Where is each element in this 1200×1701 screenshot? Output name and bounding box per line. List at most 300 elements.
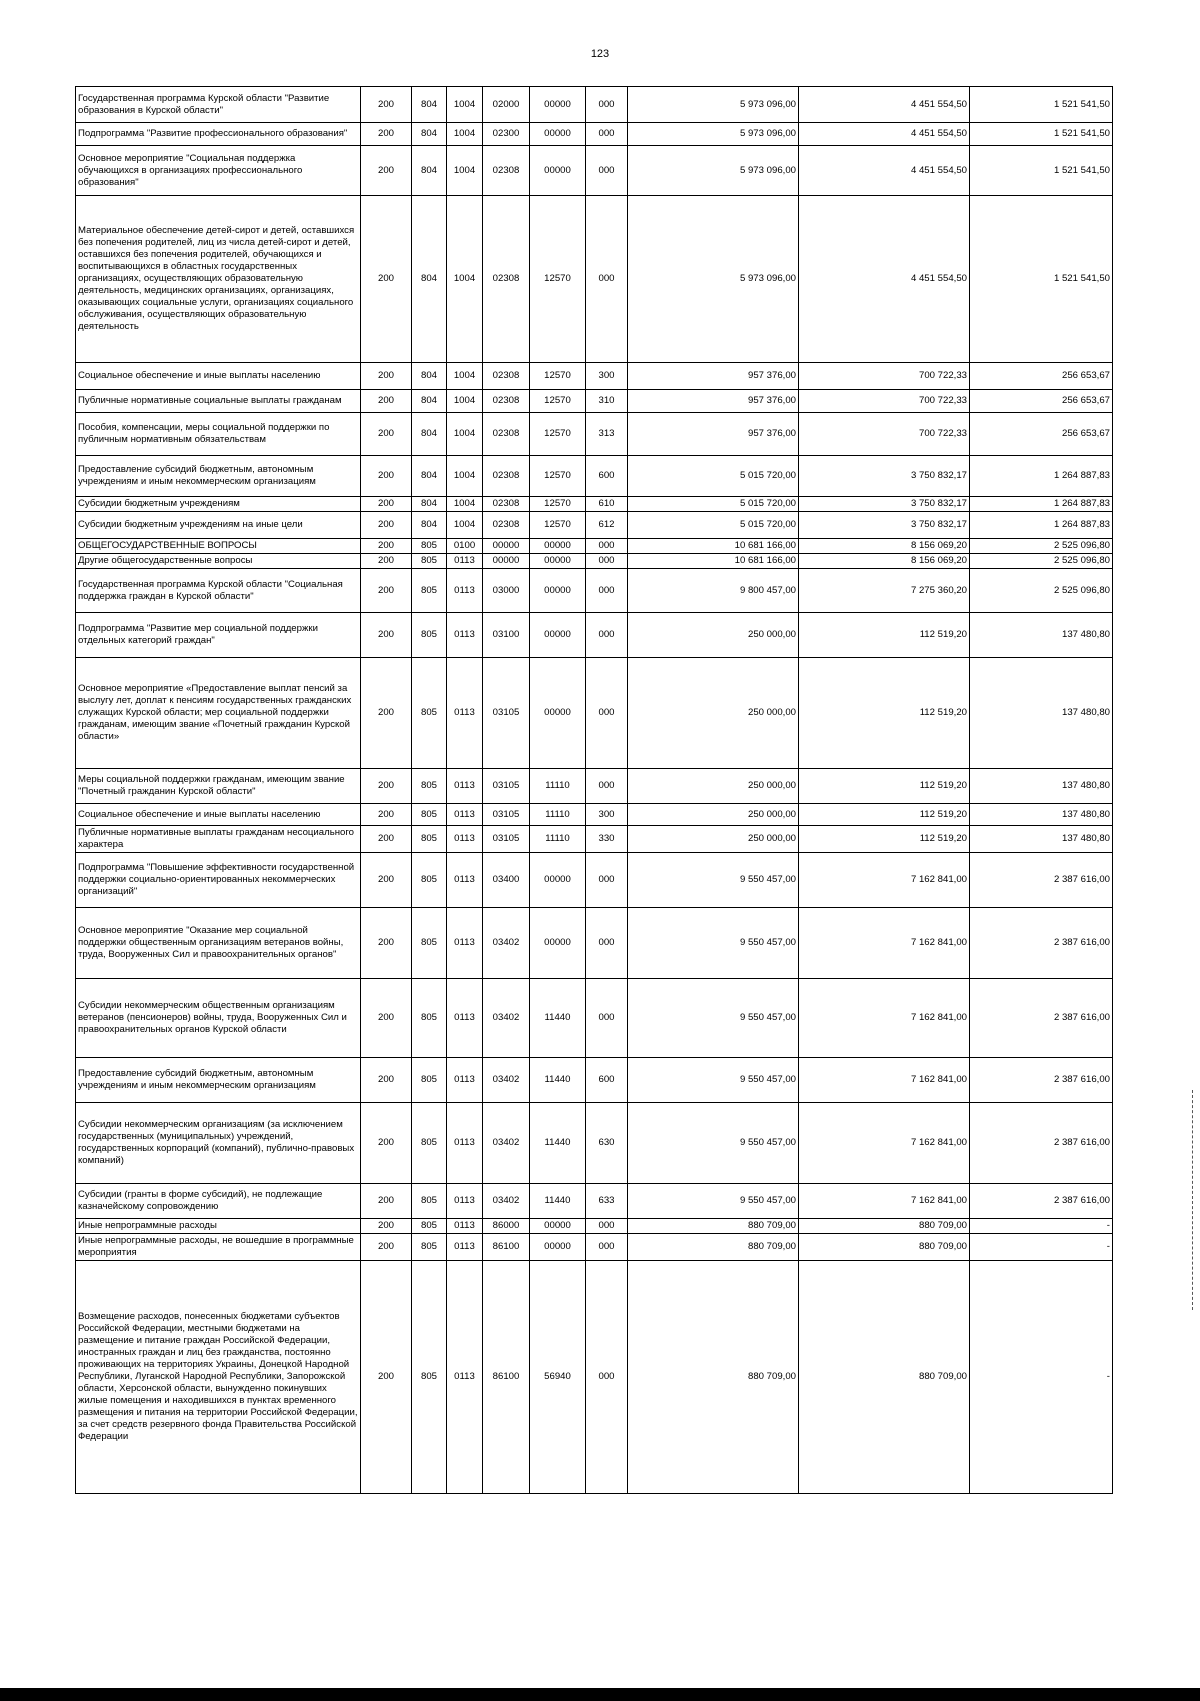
amount-executed: 112 519,20	[799, 826, 970, 853]
row-name: Иные непрограммные расходы	[76, 1219, 361, 1234]
amount-executed: 3 750 832,17	[799, 512, 970, 539]
col-code-6: 000	[586, 569, 628, 613]
col-code-4: 03105	[483, 769, 530, 804]
amount-remaining: 137 480,80	[970, 804, 1113, 826]
amount-executed: 4 451 554,50	[799, 123, 970, 146]
col-code-5: 00000	[530, 1234, 586, 1261]
col-code-6: 000	[586, 196, 628, 363]
table-row	[76, 146, 1113, 196]
col-code-5: 11440	[530, 1184, 586, 1219]
col-code-4: 00000	[483, 554, 530, 569]
col-code-4: 03105	[483, 804, 530, 826]
col-code-4: 03402	[483, 1058, 530, 1103]
amount-remaining: 137 480,80	[970, 826, 1113, 853]
amount-plan: 10 681 166,00	[628, 554, 799, 569]
col-code-5: 00000	[530, 569, 586, 613]
col-code-1: 200	[361, 804, 412, 826]
table-row	[76, 512, 1113, 539]
col-code-6: 000	[586, 853, 628, 908]
col-code-6: 600	[586, 456, 628, 497]
table-row	[76, 390, 1113, 413]
col-code-5: 12570	[530, 456, 586, 497]
amount-remaining: 1 521 541,50	[970, 196, 1113, 363]
col-code-3: 1004	[447, 196, 483, 363]
col-code-3: 0113	[447, 658, 483, 769]
col-code-3: 0113	[447, 554, 483, 569]
amount-plan: 880 709,00	[628, 1234, 799, 1261]
col-code-3: 1004	[447, 146, 483, 196]
row-name: Материальное обеспечение детей-сирот и детей, оставшихся без попечения родителей, лиц из числа детей-сирот и детей, оставшихся без попечения родителей, обучающихся и воспитывающихся в областных государственных организациях, осуществляющих образовательную деятельность, медицинских организациях, организациях, оказывающих социальные услуги, организациях социального обслуживания, осуществляющих образовательную деятельность	[76, 196, 361, 363]
amount-plan: 9 550 457,00	[628, 1184, 799, 1219]
col-code-4: 02308	[483, 512, 530, 539]
col-code-6: 000	[586, 613, 628, 658]
col-code-3: 1004	[447, 87, 483, 123]
scan-edge-mark	[1192, 1090, 1196, 1310]
amount-plan: 250 000,00	[628, 826, 799, 853]
col-code-3: 1004	[447, 123, 483, 146]
col-code-1: 200	[361, 123, 412, 146]
col-code-3: 0113	[447, 826, 483, 853]
row-name: Пособия, компенсации, меры социальной поддержки по публичным нормативным обязательствам	[76, 413, 361, 456]
amount-executed: 700 722,33	[799, 363, 970, 390]
amount-executed: 7 162 841,00	[799, 908, 970, 979]
amount-executed: 4 451 554,50	[799, 87, 970, 123]
col-code-1: 200	[361, 539, 412, 554]
col-code-5: 00000	[530, 908, 586, 979]
col-code-4: 03100	[483, 613, 530, 658]
col-code-4: 02308	[483, 363, 530, 390]
col-code-6: 310	[586, 390, 628, 413]
amount-remaining: 1 264 887,83	[970, 456, 1113, 497]
col-code-2: 805	[412, 1234, 447, 1261]
col-code-5: 00000	[530, 658, 586, 769]
col-code-4: 02308	[483, 456, 530, 497]
amount-plan: 9 550 457,00	[628, 1103, 799, 1184]
col-code-4: 02308	[483, 196, 530, 363]
amount-remaining: 2 387 616,00	[970, 979, 1113, 1058]
amount-plan: 250 000,00	[628, 804, 799, 826]
amount-executed: 7 162 841,00	[799, 1058, 970, 1103]
col-code-1: 200	[361, 569, 412, 613]
col-code-5: 11110	[530, 826, 586, 853]
amount-executed: 7 162 841,00	[799, 853, 970, 908]
table-row	[76, 363, 1113, 390]
col-code-1: 200	[361, 1058, 412, 1103]
row-name: Другие общегосударственные вопросы	[76, 554, 361, 569]
col-code-3: 0113	[447, 1234, 483, 1261]
amount-remaining: 137 480,80	[970, 658, 1113, 769]
amount-remaining: 2 387 616,00	[970, 1103, 1113, 1184]
amount-plan: 5 973 096,00	[628, 123, 799, 146]
amount-executed: 3 750 832,17	[799, 497, 970, 512]
col-code-2: 805	[412, 613, 447, 658]
row-name: Подпрограмма "Развитие профессионального образования"	[76, 123, 361, 146]
col-code-3: 1004	[447, 512, 483, 539]
col-code-6: 000	[586, 554, 628, 569]
row-name: Субсидии бюджетным учреждениям	[76, 497, 361, 512]
col-code-4: 02308	[483, 497, 530, 512]
amount-executed: 3 750 832,17	[799, 456, 970, 497]
col-code-2: 805	[412, 539, 447, 554]
col-code-6: 330	[586, 826, 628, 853]
scan-bottom-bar	[0, 1688, 1200, 1701]
amount-remaining: 2 525 096,80	[970, 554, 1113, 569]
table-row	[76, 826, 1113, 853]
table-row	[76, 196, 1113, 363]
row-name: Меры социальной поддержки гражданам, имеющим звание "Почетный гражданин Курской области"	[76, 769, 361, 804]
col-code-4: 86000	[483, 1219, 530, 1234]
col-code-2: 805	[412, 658, 447, 769]
amount-remaining: 1 264 887,83	[970, 497, 1113, 512]
table-row	[76, 1103, 1113, 1184]
col-code-4: 86100	[483, 1234, 530, 1261]
col-code-4: 02000	[483, 87, 530, 123]
col-code-1: 200	[361, 658, 412, 769]
col-code-3: 0113	[447, 853, 483, 908]
col-code-5: 00000	[530, 539, 586, 554]
col-code-5: 12570	[530, 413, 586, 456]
amount-executed: 112 519,20	[799, 658, 970, 769]
col-code-1: 200	[361, 613, 412, 658]
col-code-5: 00000	[530, 853, 586, 908]
amount-remaining: 2 525 096,80	[970, 539, 1113, 554]
amount-executed: 8 156 069,20	[799, 539, 970, 554]
col-code-5: 12570	[530, 196, 586, 363]
col-code-1: 200	[361, 769, 412, 804]
amount-plan: 5 973 096,00	[628, 196, 799, 363]
col-code-6: 000	[586, 979, 628, 1058]
col-code-2: 804	[412, 413, 447, 456]
amount-plan: 880 709,00	[628, 1261, 799, 1494]
col-code-6: 000	[586, 658, 628, 769]
col-code-6: 000	[586, 908, 628, 979]
row-name: ОБЩЕГОСУДАРСТВЕННЫЕ ВОПРОСЫ	[76, 539, 361, 554]
amount-executed: 700 722,33	[799, 390, 970, 413]
table-row	[76, 1184, 1113, 1219]
col-code-5: 11110	[530, 769, 586, 804]
col-code-5: 11440	[530, 1103, 586, 1184]
col-code-5: 00000	[530, 554, 586, 569]
col-code-3: 0113	[447, 804, 483, 826]
table-row	[76, 908, 1113, 979]
amount-remaining: -	[970, 1234, 1113, 1261]
amount-remaining: 1 264 887,83	[970, 512, 1113, 539]
col-code-4: 03105	[483, 658, 530, 769]
col-code-5: 12570	[530, 512, 586, 539]
col-code-2: 805	[412, 569, 447, 613]
table-row	[76, 613, 1113, 658]
col-code-6: 300	[586, 363, 628, 390]
col-code-1: 200	[361, 87, 412, 123]
amount-remaining: 2 387 616,00	[970, 908, 1113, 979]
col-code-2: 804	[412, 390, 447, 413]
col-code-5: 12570	[530, 497, 586, 512]
col-code-3: 1004	[447, 497, 483, 512]
amount-remaining: 1 521 541,50	[970, 87, 1113, 123]
row-name: Социальное обеспечение и иные выплаты населению	[76, 363, 361, 390]
table-row	[76, 1261, 1113, 1494]
amount-remaining: 256 653,67	[970, 390, 1113, 413]
col-code-4: 02308	[483, 413, 530, 456]
col-code-5: 56940	[530, 1261, 586, 1494]
col-code-3: 0113	[447, 769, 483, 804]
budget-table	[75, 86, 1113, 1494]
amount-plan: 9 550 457,00	[628, 908, 799, 979]
table-row	[76, 413, 1113, 456]
table-row	[76, 1058, 1113, 1103]
amount-plan: 10 681 166,00	[628, 539, 799, 554]
amount-plan: 250 000,00	[628, 658, 799, 769]
amount-remaining: 256 653,67	[970, 413, 1113, 456]
row-name: Публичные нормативные социальные выплаты гражданам	[76, 390, 361, 413]
col-code-5: 11440	[530, 979, 586, 1058]
col-code-5: 12570	[530, 363, 586, 390]
col-code-1: 200	[361, 456, 412, 497]
col-code-1: 200	[361, 512, 412, 539]
col-code-3: 0113	[447, 908, 483, 979]
col-code-3: 0113	[447, 1261, 483, 1494]
col-code-6: 610	[586, 497, 628, 512]
col-code-3: 0113	[447, 1058, 483, 1103]
col-code-6: 612	[586, 512, 628, 539]
col-code-6: 000	[586, 87, 628, 123]
amount-plan: 9 550 457,00	[628, 1058, 799, 1103]
amount-remaining: -	[970, 1219, 1113, 1234]
amount-plan: 957 376,00	[628, 413, 799, 456]
row-name: Государственная программа Курской области "Социальная поддержка граждан в Курской области"	[76, 569, 361, 613]
col-code-4: 03400	[483, 853, 530, 908]
col-code-3: 0113	[447, 1184, 483, 1219]
table-row	[76, 87, 1113, 123]
col-code-6: 000	[586, 1219, 628, 1234]
amount-executed: 7 162 841,00	[799, 1184, 970, 1219]
col-code-1: 200	[361, 1261, 412, 1494]
amount-plan: 880 709,00	[628, 1219, 799, 1234]
col-code-5: 00000	[530, 613, 586, 658]
col-code-6: 633	[586, 1184, 628, 1219]
col-code-6: 000	[586, 769, 628, 804]
col-code-2: 805	[412, 979, 447, 1058]
col-code-3: 1004	[447, 413, 483, 456]
amount-executed: 7 275 360,20	[799, 569, 970, 613]
row-name: Субсидии (гранты в форме субсидий), не подлежащие казначейскому сопровождению	[76, 1184, 361, 1219]
row-name: Субсидии бюджетным учреждениям на иные цели	[76, 512, 361, 539]
col-code-6: 000	[586, 1234, 628, 1261]
amount-plan: 5 015 720,00	[628, 497, 799, 512]
amount-remaining: 256 653,67	[970, 363, 1113, 390]
col-code-4: 03402	[483, 1103, 530, 1184]
amount-executed: 7 162 841,00	[799, 979, 970, 1058]
amount-plan: 9 800 457,00	[628, 569, 799, 613]
col-code-1: 200	[361, 390, 412, 413]
row-name: Подпрограмма "Развитие мер социальной поддержки отдельных категорий граждан"	[76, 613, 361, 658]
col-code-3: 0113	[447, 979, 483, 1058]
amount-executed: 880 709,00	[799, 1234, 970, 1261]
col-code-2: 805	[412, 804, 447, 826]
amount-remaining: 137 480,80	[970, 769, 1113, 804]
amount-plan: 5 015 720,00	[628, 512, 799, 539]
row-name: Основное мероприятие «Предоставление выплат пенсий за выслугу лет, доплат к пенсиям государственных гражданских служащих Курской области; мер социальной поддержки гражданам, имеющим звание «Почетный гражданин Курской области»	[76, 658, 361, 769]
col-code-4: 03402	[483, 908, 530, 979]
amount-remaining: 2 387 616,00	[970, 1058, 1113, 1103]
col-code-3: 1004	[447, 363, 483, 390]
table-row	[76, 658, 1113, 769]
col-code-4: 00000	[483, 539, 530, 554]
table-row	[76, 979, 1113, 1058]
row-name: Государственная программа Курской области "Развитие образования в Курской области"	[76, 87, 361, 123]
col-code-2: 804	[412, 363, 447, 390]
col-code-2: 805	[412, 769, 447, 804]
amount-executed: 112 519,20	[799, 613, 970, 658]
amount-remaining: 2 525 096,80	[970, 569, 1113, 613]
row-name: Публичные нормативные выплаты гражданам несоциального характера	[76, 826, 361, 853]
row-name: Предоставление субсидий бюджетным, автономным учреждениям и иным некоммерческим организациям	[76, 1058, 361, 1103]
col-code-2: 805	[412, 1219, 447, 1234]
col-code-2: 805	[412, 908, 447, 979]
amount-remaining: 2 387 616,00	[970, 1184, 1113, 1219]
amount-executed: 8 156 069,20	[799, 554, 970, 569]
row-name: Иные непрограммные расходы, не вошедшие в программные мероприятия	[76, 1234, 361, 1261]
col-code-1: 200	[361, 1234, 412, 1261]
col-code-1: 200	[361, 853, 412, 908]
col-code-2: 805	[412, 554, 447, 569]
amount-executed: 880 709,00	[799, 1219, 970, 1234]
amount-plan: 5 973 096,00	[628, 146, 799, 196]
amount-plan: 957 376,00	[628, 390, 799, 413]
col-code-6: 000	[586, 123, 628, 146]
row-name: Социальное обеспечение и иные выплаты населению	[76, 804, 361, 826]
col-code-6: 600	[586, 1058, 628, 1103]
row-name: Основное мероприятие "Социальная поддержка обучающихся в организациях профессионального образования"	[76, 146, 361, 196]
col-code-1: 200	[361, 1184, 412, 1219]
col-code-4: 02308	[483, 146, 530, 196]
col-code-4: 02308	[483, 390, 530, 413]
row-name: Возмещение расходов, понесенных бюджетами субъектов Российской Федерации, местными бюджетами на размещение и питание граждан Российской Федерации, иностранных граждан и лиц без гражданства, постоянно проживающих на территориях Украины, Донецкой Народной Республики, Луганской Народной Республики, Запорожской области, Херсонской области, вынужденно покинувших жилые помещения и находившихся в пунктах временного размещения и питания на территории Российской Федерации, за счет средств резервного фонда Правительства Российской Федерации	[76, 1261, 361, 1494]
col-code-5: 12570	[530, 390, 586, 413]
col-code-1: 200	[361, 146, 412, 196]
amount-executed: 4 451 554,50	[799, 146, 970, 196]
col-code-6: 000	[586, 146, 628, 196]
col-code-1: 200	[361, 1103, 412, 1184]
col-code-6: 630	[586, 1103, 628, 1184]
col-code-2: 804	[412, 123, 447, 146]
row-name: Субсидии некоммерческим общественным организациям ветеранов (пенсионеров) войны, труда, Вооруженных Сил и правоохранительных органов Курской области	[76, 979, 361, 1058]
col-code-3: 0113	[447, 613, 483, 658]
col-code-2: 804	[412, 87, 447, 123]
col-code-4: 03402	[483, 1184, 530, 1219]
col-code-3: 0100	[447, 539, 483, 554]
col-code-2: 804	[412, 497, 447, 512]
col-code-4: 03105	[483, 826, 530, 853]
amount-executed: 112 519,20	[799, 804, 970, 826]
col-code-5: 00000	[530, 87, 586, 123]
col-code-5: 00000	[530, 146, 586, 196]
col-code-1: 200	[361, 554, 412, 569]
amount-executed: 112 519,20	[799, 769, 970, 804]
table-row	[76, 1234, 1113, 1261]
budget-table-body	[76, 87, 1113, 1494]
amount-plan: 5 015 720,00	[628, 456, 799, 497]
col-code-2: 804	[412, 196, 447, 363]
col-code-1: 200	[361, 363, 412, 390]
table-row	[76, 497, 1113, 512]
col-code-1: 200	[361, 413, 412, 456]
col-code-2: 804	[412, 456, 447, 497]
col-code-2: 805	[412, 826, 447, 853]
col-code-3: 1004	[447, 456, 483, 497]
col-code-3: 1004	[447, 390, 483, 413]
col-code-2: 805	[412, 1103, 447, 1184]
col-code-5: 11440	[530, 1058, 586, 1103]
col-code-4: 03402	[483, 979, 530, 1058]
col-code-1: 200	[361, 826, 412, 853]
amount-plan: 5 973 096,00	[628, 87, 799, 123]
col-code-2: 804	[412, 146, 447, 196]
col-code-1: 200	[361, 196, 412, 363]
amount-plan: 9 550 457,00	[628, 853, 799, 908]
table-row	[76, 569, 1113, 613]
table-row	[76, 804, 1113, 826]
col-code-4: 03000	[483, 569, 530, 613]
table-row	[76, 456, 1113, 497]
col-code-5: 11110	[530, 804, 586, 826]
col-code-3: 0113	[447, 569, 483, 613]
row-name: Подпрограмма "Повышение эффективности государственной поддержки социально-ориентированных некоммерческих организаций"	[76, 853, 361, 908]
table-row	[76, 539, 1113, 554]
row-name: Основное мероприятие "Оказание мер социальной поддержки общественным организациям ветеранов войны, труда, Вооруженных Сил и правоохранительных органов"	[76, 908, 361, 979]
col-code-3: 0113	[447, 1103, 483, 1184]
table-row	[76, 123, 1113, 146]
table-row	[76, 1219, 1113, 1234]
amount-remaining: 1 521 541,50	[970, 123, 1113, 146]
col-code-2: 805	[412, 1058, 447, 1103]
col-code-1: 200	[361, 497, 412, 512]
col-code-2: 805	[412, 853, 447, 908]
table-row	[76, 769, 1113, 804]
col-code-6: 300	[586, 804, 628, 826]
col-code-4: 02300	[483, 123, 530, 146]
col-code-1: 200	[361, 1219, 412, 1234]
col-code-4: 86100	[483, 1261, 530, 1494]
amount-remaining: -	[970, 1261, 1113, 1494]
amount-remaining: 137 480,80	[970, 613, 1113, 658]
amount-plan: 9 550 457,00	[628, 979, 799, 1058]
col-code-3: 0113	[447, 1219, 483, 1234]
row-name: Предоставление субсидий бюджетным, автономным учреждениям и иным некоммерческим организациям	[76, 456, 361, 497]
col-code-5: 00000	[530, 1219, 586, 1234]
amount-remaining: 1 521 541,50	[970, 146, 1113, 196]
amount-executed: 880 709,00	[799, 1261, 970, 1494]
amount-plan: 250 000,00	[628, 613, 799, 658]
amount-plan: 957 376,00	[628, 363, 799, 390]
col-code-6: 000	[586, 1261, 628, 1494]
table-row	[76, 554, 1113, 569]
row-name: Субсидии некоммерческим организациям (за исключением государственных (муниципальных) учреждений, государственных корпораций (компаний), публично-правовых компаний)	[76, 1103, 361, 1184]
col-code-1: 200	[361, 908, 412, 979]
amount-remaining: 2 387 616,00	[970, 853, 1113, 908]
amount-executed: 7 162 841,00	[799, 1103, 970, 1184]
col-code-5: 00000	[530, 123, 586, 146]
page-number: 123	[590, 48, 610, 60]
amount-executed: 700 722,33	[799, 413, 970, 456]
amount-executed: 4 451 554,50	[799, 196, 970, 363]
table-row	[76, 853, 1113, 908]
col-code-6: 313	[586, 413, 628, 456]
col-code-2: 804	[412, 512, 447, 539]
col-code-2: 805	[412, 1261, 447, 1494]
col-code-1: 200	[361, 979, 412, 1058]
amount-plan: 250 000,00	[628, 769, 799, 804]
